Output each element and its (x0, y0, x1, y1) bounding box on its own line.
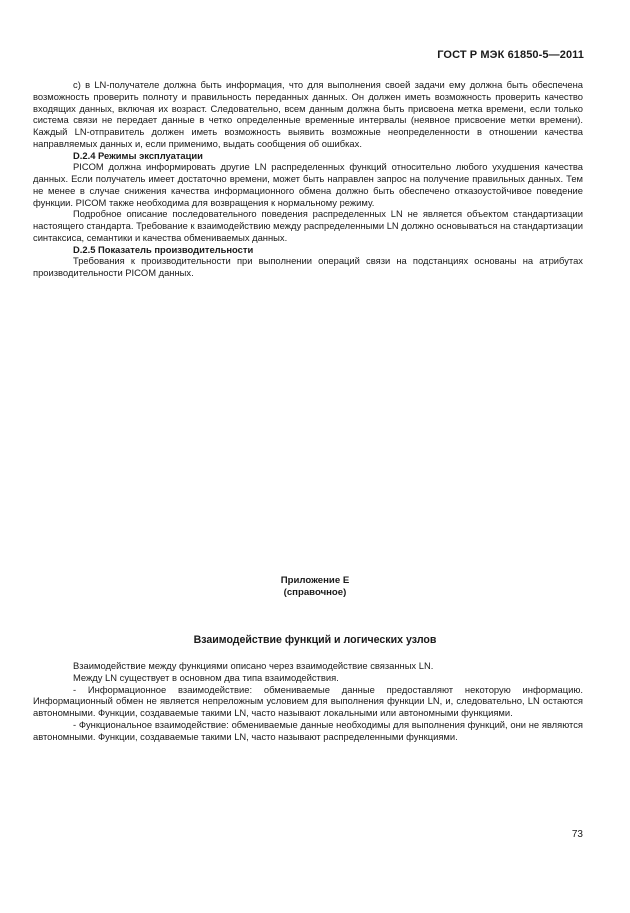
paragraph-d24-detail: Подробное описание последовательного поведения распределенных LN не является объектом стандартизации настоящего стандарта. Требование к взаимодействию между распределенными LN должно основываться на стандартизации синтаксиса, семантики и качества обмениваемых данных. (33, 208, 583, 243)
appendix-label: Приложение Е (280, 575, 350, 586)
heading-d25: D.2.5 Показатель производительности (73, 243, 254, 255)
appendix-status: (справочное) (283, 587, 347, 598)
heading-d24: D.2.4 Режимы эксплуатации (73, 149, 203, 161)
paragraph-d25: Требования к производительности при выполнении операций связи на подстанциях основаны на атрибутах производительности PICOM данных. (33, 255, 583, 278)
appendix-paragraph-2: Между LN существует в основном два типа взаимодействия. (73, 671, 339, 683)
appendix-paragraph-4: - Функциональное взаимодействие: обмениваемые данные необходимы для выполнения функций, они не являются автономными. Функции, создаваемые такими LN, часто называют распределенными функциями. (33, 718, 583, 742)
appendix-paragraph-3: - Информационное взаимодействие: обмениваемые данные предоставляют некоторую информацию. Информационный обмен не является непреложным условием для выполнения функции LN, и, следовательно, LN остаются автономными. Функции, создаваемые такими LN, часто называют локальными или автономными функциями. (33, 683, 583, 718)
standard-header: ГОСТ Р МЭК 61850-5—2011 (437, 49, 584, 61)
appendix-paragraph-1: Взаимодействие между функциями описано через взаимодействие связанных LN. (73, 660, 434, 671)
appendix-heading (0, 575, 630, 599)
page-number: 73 (571, 829, 583, 840)
appendix-text (33, 660, 583, 742)
section-d-text (33, 79, 583, 279)
paragraph-c: c) в LN-получателе должна быть информация, что для выполнения своей задачи ему должна быть обеспечена возможность проверить полноту и правильность переданных данных. Он должен иметь возможность проверить качество входящих данных, включая их возраст. Следовательно, всем данным должна быть присвоена метка времени, если только система связи не передает данные в четко определенные временные интервалы (неявное присвоение метки времени). Каждый LN-отправитель должен иметь возможность выявить возможные неопределенности в отношении качества направляемых данных и, если применимо, выдать сообщения об ошибках. (33, 79, 583, 149)
appendix-title: Взаимодействие функций и логических узлов (193, 634, 437, 646)
paragraph-d24: PICOM должна информировать другие LN распределенных функций относительно любого ухудшения качества данных. Если получатель имеет достаточно времени, может быть направлен запрос на получение правильных данных. Тем не менее в случае снижения качества информационного обмена должно быть обеспечено отказоустойчивое поведение функции. PICOM также необходима для возвращения к нормальному режиму. (33, 161, 583, 208)
